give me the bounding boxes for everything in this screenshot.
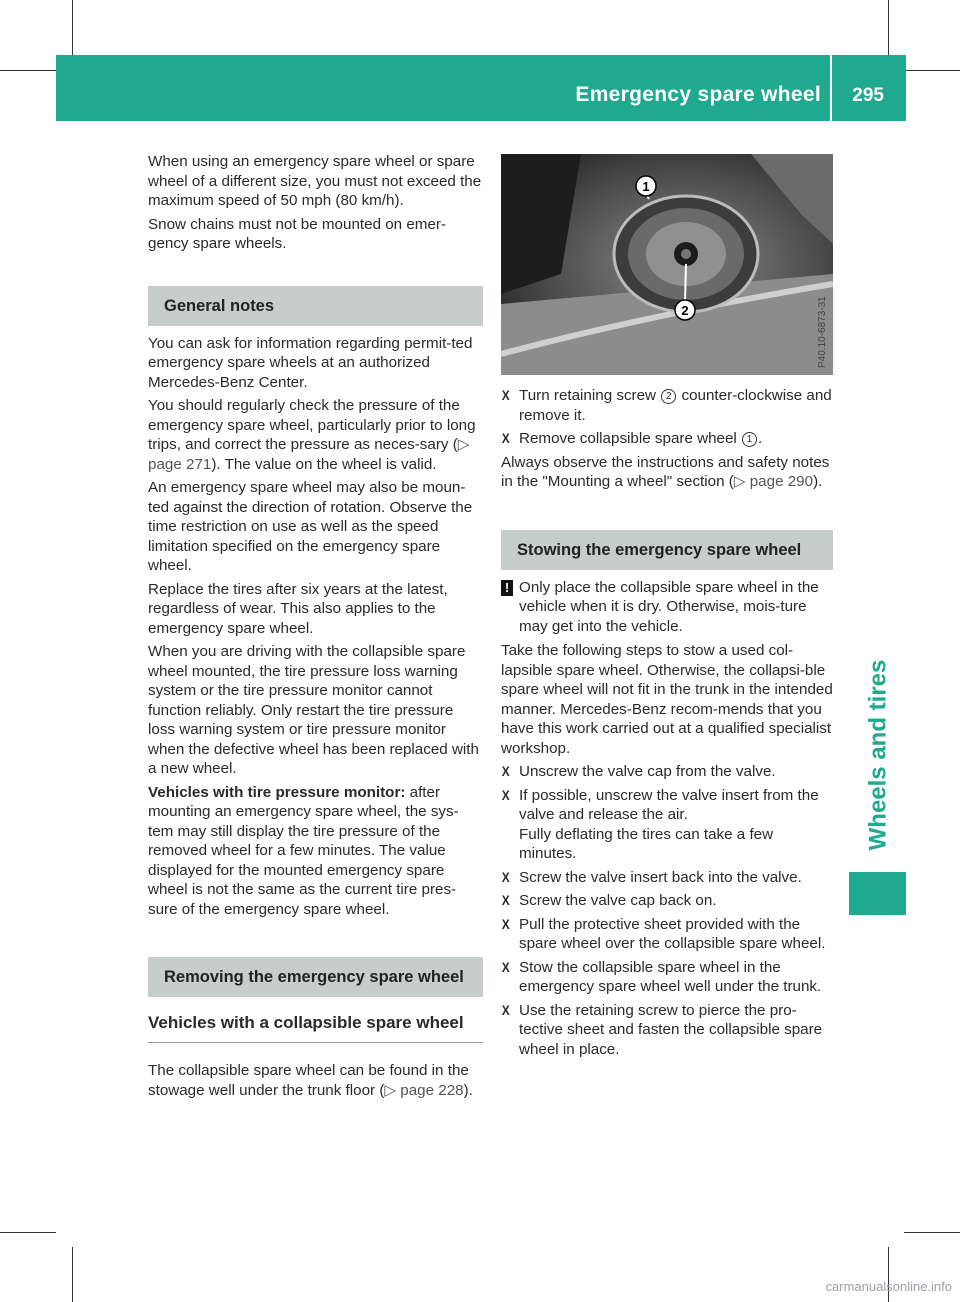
- paragraph: Take the following steps to stow a used col-lapsible spare wheel. Otherwise, the collapsi-ble spare wheel will not fit in the trunk in the intended manner. Mercedes-Benz recom-mends that you have this work carried out at a qualified specialist workshop.: [501, 642, 833, 757]
- callout-ref: 2: [661, 389, 676, 404]
- step-item: X Screw the valve cap back on.: [501, 891, 833, 911]
- step-item: X Use the retaining screw to pierce the pro-tective sheet and fasten the collapsible spare wheel in place.: [501, 1001, 833, 1060]
- footer-watermark: carmanualsonline.info: [825, 1279, 952, 1294]
- paragraph: Vehicles with tire pressure monitor: after mounting an emergency spare wheel, the sys-tem may still display the tire pressure of the removed wheel for a few minutes. The value displayed for the mounted emergency spare wheel is not the same as the current tire pres-sure of the emergency spare wheel.: [148, 783, 459, 918]
- warning-icon: !: [501, 580, 513, 596]
- crop-mark: [904, 1232, 960, 1233]
- step-item: X Turn retaining screw 2 counter-clockwise and remove it.: [501, 386, 833, 425]
- callout-ref: 1: [742, 432, 757, 447]
- crop-mark: [0, 1232, 56, 1233]
- step-item: X Remove collapsible spare wheel 1 .: [501, 429, 833, 449]
- crop-mark: [0, 70, 56, 71]
- page-header: [56, 55, 906, 121]
- section-heading-general-notes: General notes: [148, 286, 483, 326]
- right-column: [501, 386, 833, 1063]
- step-item: X Unscrew the valve cap from the valve.: [501, 762, 833, 782]
- paragraph: The collapsible spare wheel can be found in the stowage well under the trunk floor (▷ page 228).: [148, 1062, 473, 1099]
- paragraph: Replace the tires after six years at the latest, regardless of wear. This also applies to the emergency spare wheel.: [148, 580, 448, 637]
- page-reference-link[interactable]: ▷ page 271: [148, 436, 470, 473]
- callout-1-label: 1: [642, 179, 650, 194]
- page-reference-link[interactable]: ▷ page 290: [733, 473, 814, 490]
- step-item: X Screw the valve insert back into the valve.: [501, 868, 833, 888]
- page-reference-link[interactable]: ▷ page 228: [384, 1081, 464, 1099]
- header-divider: [830, 55, 832, 121]
- subheading-collapsible-spare: Vehicles with a collapsible spare wheel: [148, 1005, 483, 1043]
- side-tab-label: Wheels and tires: [864, 659, 892, 851]
- paragraph: An emergency spare wheel may also be moun-ted against the direction of rotation. Observe the time restriction on use as well as the speed limitation specified on the emergency spare wheel.: [148, 479, 473, 574]
- crop-mark: [72, 0, 73, 55]
- paragraph: You can ask for information regarding permit-ted emergency spare wheels at an authorized Mercedes-Benz Center.: [148, 334, 473, 391]
- bold-label: Vehicles with tire pressure monitor:: [148, 783, 406, 801]
- page-title: Emergency spare wheel: [575, 83, 821, 106]
- spare-wheel-illustration: [501, 154, 833, 375]
- intro-paragraph: Snow chains must not be mounted on emer-gency spare wheels.: [148, 215, 447, 252]
- step-item: X Stow the collapsible spare wheel in the emergency spare wheel well under the trunk.: [501, 958, 833, 997]
- page-number: 295: [852, 85, 884, 106]
- side-tab: [848, 640, 908, 870]
- crop-mark: [888, 0, 889, 55]
- step-item: X If possible, unscrew the valve insert from the valve and release the air. Fully deflating the tires can take a few minutes.: [501, 786, 833, 864]
- trunk-spare-wheel-photo: [501, 154, 833, 375]
- intro-paragraph: When using an emergency spare wheel or spare wheel of a different size, you must not exceed the maximum speed of 50 mph (80 km/h).: [148, 153, 482, 209]
- side-tab-marker: [849, 872, 906, 915]
- left-column: [148, 152, 483, 1104]
- crop-mark: [904, 70, 960, 71]
- callout-2-label: 2: [681, 303, 689, 318]
- crop-mark: [72, 1247, 73, 1302]
- step-item: X Pull the protective sheet provided with the spare wheel over the collapsible spare wheel.: [501, 915, 833, 954]
- paragraph: Always observe the instructions and safety notes in the "Mounting a wheel" section (▷ page 290).: [501, 453, 830, 490]
- paragraph: When you are driving with the collapsible spare wheel mounted, the tire pressure loss warning system or the tire pressure monitor cannot function reliably. Only restart the tire pressure loss warning system or tire pressure monitor when the defective wheel has been replaced with a new wheel.: [148, 643, 479, 777]
- paragraph: You should regularly check the pressure of the emergency spare wheel, particularly prior to long trips, and correct the pressure as neces-sary (▷ page 271). The value on the wheel is valid.: [148, 397, 476, 473]
- section-heading-stowing: Stowing the emergency spare wheel: [501, 530, 833, 570]
- section-heading-removing: Removing the emergency spare wheel: [148, 957, 483, 997]
- figure-code: P40.10-6873-31: [817, 296, 828, 368]
- warning-note: ! Only place the collapsible spare wheel in the vehicle when it is dry. Otherwise, mois-ture may get into the vehicle.: [501, 578, 833, 637]
